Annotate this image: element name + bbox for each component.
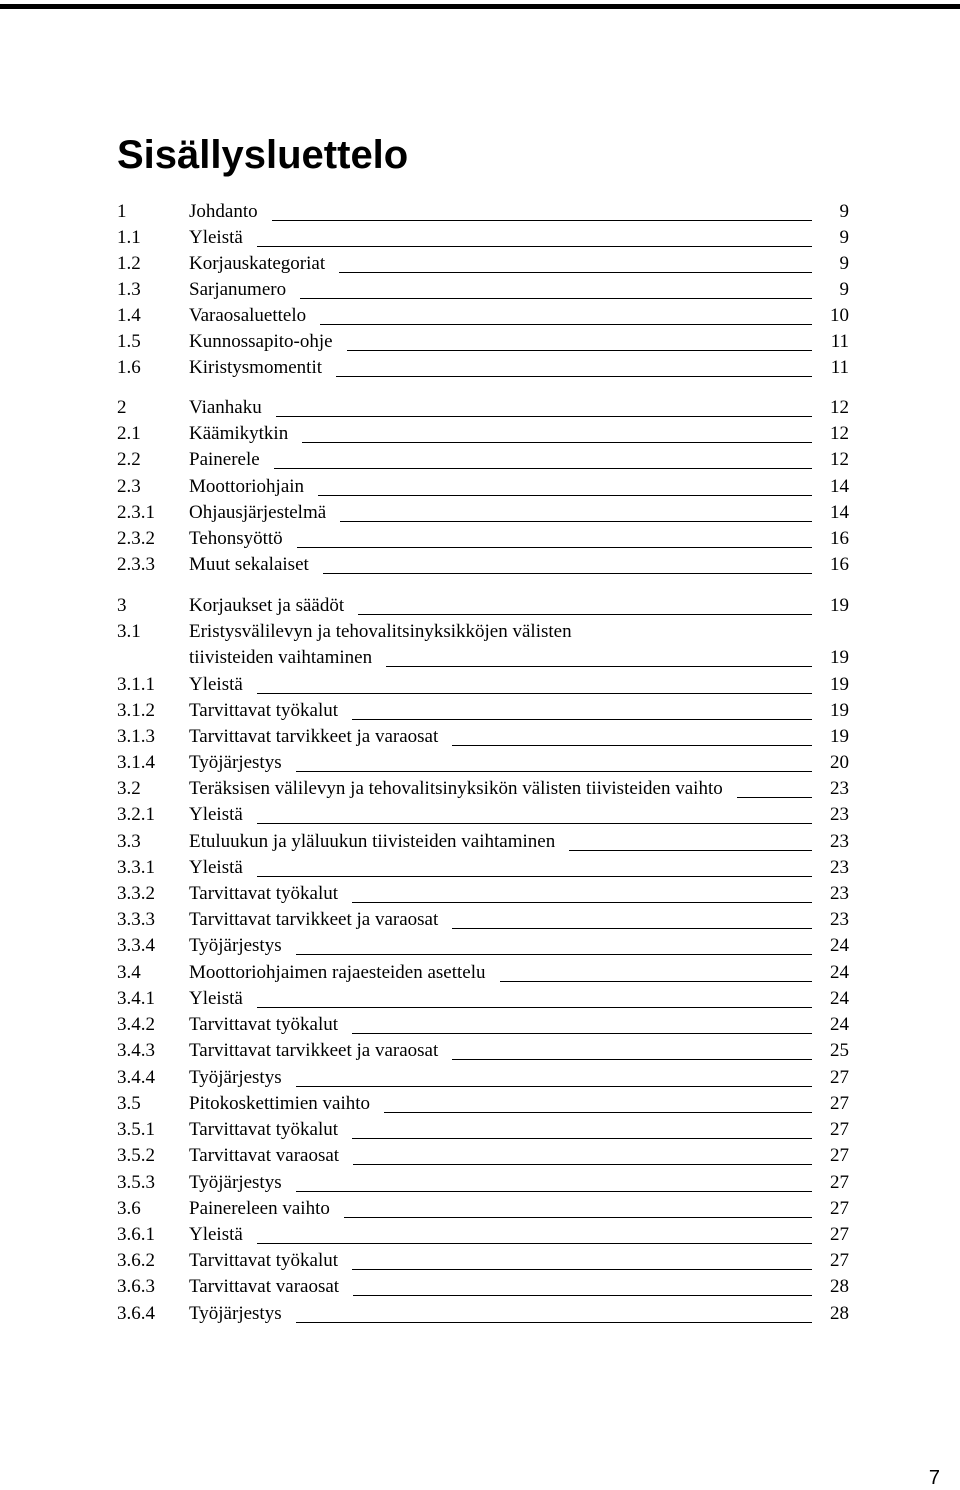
toc-entry-number: 2 (117, 397, 127, 418)
toc-entry-leader-line (384, 1112, 812, 1113)
toc-entry-page: 23 (830, 883, 849, 904)
toc-entry-leader-line (257, 1243, 812, 1244)
toc-entry[interactable] (0, 933, 960, 959)
toc-entry[interactable] (0, 447, 960, 473)
toc-entry[interactable] (0, 1091, 960, 1117)
toc-entry-page: 23 (830, 909, 849, 930)
toc-entry-title: Työjärjestys (189, 1170, 288, 1196)
toc-entry-page: 24 (830, 962, 849, 983)
toc-entry-title: Painereleen vaihto (189, 1196, 336, 1222)
toc-entry[interactable] (0, 881, 960, 907)
toc-entry-page: 19 (830, 674, 849, 695)
toc-entry-number: 3.2.1 (117, 804, 155, 825)
toc-entry[interactable] (0, 251, 960, 277)
toc-entry-number: 3.3 (117, 831, 141, 852)
toc-entry-leader-line (352, 1269, 812, 1270)
toc-entry[interactable] (0, 303, 960, 329)
toc-entry-leader-line (257, 823, 812, 824)
toc-entry-page: 27 (830, 1250, 849, 1271)
toc-entry-number: 3.6.2 (117, 1250, 155, 1271)
toc-entry-leader-line (257, 246, 812, 247)
toc-entry-leader-line (339, 272, 812, 273)
toc-entry-page: 25 (830, 1040, 849, 1061)
toc-entry-title: Muut sekalaiset (189, 552, 315, 578)
toc-entry-page: 23 (830, 857, 849, 878)
toc-entry-number: 3.1.1 (117, 674, 155, 695)
toc-entry-leader-line (344, 1217, 812, 1218)
toc-entry[interactable] (0, 1065, 960, 1091)
toc-entry-page: 19 (830, 726, 849, 747)
toc-entry-title: Moottoriohjaimen rajaesteiden asettelu (189, 960, 492, 986)
toc-entry-leader-line (257, 693, 812, 694)
toc-entry[interactable] (0, 1170, 960, 1196)
toc-entry-leader-line (296, 771, 812, 772)
toc-entry[interactable] (0, 526, 960, 552)
toc-entry[interactable] (0, 619, 960, 645)
toc-entry-leader-line (318, 495, 812, 496)
toc-entry[interactable] (0, 395, 960, 421)
toc-entry-leader-line (296, 1322, 812, 1323)
toc-entry-number: 1.3 (117, 279, 141, 300)
toc-entry-title: Työjärjestys (189, 750, 288, 776)
toc-entry-page: 9 (839, 253, 849, 274)
toc-entry[interactable] (0, 802, 960, 828)
toc-entry-page: 14 (830, 476, 849, 497)
toc-entry-page: 16 (830, 528, 849, 549)
toc-entry-title: Korjaukset ja säädöt (189, 593, 350, 619)
toc-entry-number: 3.1.2 (117, 700, 155, 721)
toc-entry[interactable] (0, 421, 960, 447)
toc-entry-number: 2.3.3 (117, 554, 155, 575)
toc-entry-number: 3.4.3 (117, 1040, 155, 1061)
toc-entry-page: 11 (830, 331, 849, 352)
toc-entry-number: 1.2 (117, 253, 141, 274)
toc-entry-number: 1.1 (117, 227, 141, 248)
toc-entry-title: Eristysvälilevyn ja tehovalitsinyksikköjen välisten (189, 619, 578, 645)
toc-entry-page: 27 (830, 1119, 849, 1140)
toc-entry-leader-line (452, 1059, 812, 1060)
toc-entry-page: 23 (830, 831, 849, 852)
toc-entry-title: Moottoriohjain (189, 474, 310, 500)
toc-entry[interactable] (0, 907, 960, 933)
toc-entry-number: 2.1 (117, 423, 141, 444)
toc-entry-leader-line (296, 1191, 812, 1192)
toc-entry-leader-line (296, 954, 812, 955)
toc-entry[interactable] (0, 1012, 960, 1038)
toc-entry-leader-line (336, 376, 812, 377)
toc-entry-title: Tarvittavat työkalut (189, 1012, 344, 1038)
toc-entry-title: Kunnossapito-ohje (189, 329, 339, 355)
page-title: Sisällysluettelo (117, 133, 409, 177)
toc-entry-page: 9 (839, 227, 849, 248)
toc-entry-title: Työjärjestys (189, 933, 288, 959)
toc-entry[interactable] (0, 1117, 960, 1143)
toc-entry[interactable] (0, 1274, 960, 1300)
toc-entry-leader-line (257, 876, 812, 877)
toc-entry-leader-line (452, 928, 812, 929)
toc-entry-title: Yleistä (189, 855, 249, 881)
toc-entry-leader-line (320, 324, 812, 325)
toc-entry-title: Etuluukun ja yläluukun tiivisteiden vaihtaminen (189, 829, 561, 855)
toc-entry-page: 27 (830, 1067, 849, 1088)
toc-entry-leader-line (737, 797, 812, 798)
toc-entry-number: 3.6 (117, 1198, 141, 1219)
toc-entry-title: Pitokoskettimien vaihto (189, 1091, 376, 1117)
toc-entry-leader-line (500, 981, 812, 982)
toc-entry[interactable] (0, 986, 960, 1012)
toc-entry-page: 24 (830, 1014, 849, 1035)
toc-entry-page: 16 (830, 554, 849, 575)
toc-entry[interactable] (0, 1301, 960, 1327)
toc-entry-page: 27 (830, 1093, 849, 1114)
toc-entry-page: 12 (830, 397, 849, 418)
toc-entry-title: Yleistä (189, 225, 249, 251)
toc-entry-title: Yleistä (189, 1222, 249, 1248)
toc-entry[interactable] (0, 1222, 960, 1248)
toc-entry-leader-line (272, 220, 812, 221)
toc-entry-leader-line (353, 1295, 812, 1296)
toc-entry-page: 19 (830, 700, 849, 721)
toc-entry-leader-line (257, 1007, 812, 1008)
toc-entry-title: Ohjausjärjestelmä (189, 500, 332, 526)
toc-entry[interactable] (0, 1038, 960, 1064)
toc-entry-title: tiivisteiden vaihtaminen (189, 645, 378, 671)
toc-entry-title: Kiristysmomentit (189, 355, 328, 381)
toc-entry-leader-line (300, 298, 812, 299)
toc-entry-number: 3.6.1 (117, 1224, 155, 1245)
toc-entry-page: 11 (830, 357, 849, 378)
toc-entry-title: Tarvittavat varaosat (189, 1143, 345, 1169)
toc-entry-number: 3.3.4 (117, 935, 155, 956)
toc-entry-page: 20 (830, 752, 849, 773)
toc-entry-leader-line (352, 902, 812, 903)
toc-entry-title: Teräksisen välilevyn ja tehovalitsinyksikön välisten tiivisteiden vaihto (189, 776, 729, 802)
toc-entry[interactable] (0, 724, 960, 750)
toc-entry-title: Sarjanumero (189, 277, 292, 303)
toc-entry-leader-line (276, 416, 812, 417)
toc-entry[interactable] (0, 277, 960, 303)
toc-entry-title: Yleistä (189, 802, 249, 828)
toc-entry-number: 3.5.3 (117, 1172, 155, 1193)
toc-entry[interactable] (0, 645, 960, 671)
toc-entry[interactable] (0, 776, 960, 802)
toc-entry[interactable] (0, 698, 960, 724)
toc-entry-page: 23 (830, 804, 849, 825)
toc-entry-page: 28 (830, 1303, 849, 1324)
toc-entry-number: 3.1 (117, 621, 141, 642)
toc-entry-number: 3.5.1 (117, 1119, 155, 1140)
toc-entry-leader-line (452, 745, 812, 746)
toc-entry-leader-line (302, 442, 812, 443)
toc-entry-title: Tehonsyöttö (189, 526, 289, 552)
toc-entry-page: 27 (830, 1172, 849, 1193)
toc-entry-leader-line (296, 1086, 812, 1087)
toc-entry-number: 3.4.4 (117, 1067, 155, 1088)
toc-entry-number: 1.6 (117, 357, 141, 378)
toc-entry[interactable] (0, 960, 960, 986)
toc-entry-leader-line (340, 521, 812, 522)
toc-entry-number: 3.3.1 (117, 857, 155, 878)
toc-entry-page: 12 (830, 423, 849, 444)
toc-entry-title: Tarvittavat työkalut (189, 698, 344, 724)
toc-entry-page: 28 (830, 1276, 849, 1297)
toc-entry-leader-line (323, 573, 812, 574)
toc-entry[interactable] (0, 672, 960, 698)
toc-entry-leader-line (352, 1138, 812, 1139)
toc-entry-page: 24 (830, 988, 849, 1009)
toc-entry-number: 2.2 (117, 449, 141, 470)
toc-entry[interactable] (0, 355, 960, 381)
toc-entry-number: 3.1.4 (117, 752, 155, 773)
toc-entry-number: 3.4 (117, 962, 141, 983)
toc-entry[interactable] (0, 199, 960, 225)
toc-entry[interactable] (0, 750, 960, 776)
toc-entry-title: Yleistä (189, 672, 249, 698)
toc-entry-title: Tarvittavat työkalut (189, 881, 344, 907)
toc-entry[interactable] (0, 1143, 960, 1169)
toc-entry[interactable] (0, 552, 960, 578)
toc-entry-title: Työjärjestys (189, 1301, 288, 1327)
toc-entry[interactable] (0, 1248, 960, 1274)
toc-entry-title: Tarvittavat tarvikkeet ja varaosat (189, 724, 444, 750)
toc-entry[interactable] (0, 593, 960, 619)
toc-entry[interactable] (0, 225, 960, 251)
toc-entry-leader-line (353, 1164, 812, 1165)
toc-entry-number: 1.5 (117, 331, 141, 352)
toc-entry[interactable] (0, 329, 960, 355)
toc-entry-page: 23 (830, 778, 849, 799)
toc-entry-title: Tarvittavat tarvikkeet ja varaosat (189, 907, 444, 933)
toc-entry-number: 3 (117, 595, 127, 616)
toc-entry-number: 3.3.2 (117, 883, 155, 904)
toc-entry-number: 3.5.2 (117, 1145, 155, 1166)
toc-entry-page: 9 (839, 201, 849, 222)
toc-entry[interactable] (0, 829, 960, 855)
toc-entry-page: 10 (830, 305, 849, 326)
toc-entry-number: 3.3.3 (117, 909, 155, 930)
toc-entry-title: Yleistä (189, 986, 249, 1012)
toc-entry[interactable] (0, 1196, 960, 1222)
toc-entry-title: Johdanto (189, 199, 264, 225)
toc-entry-leader-line (297, 547, 812, 548)
toc-entry-number: 3.4.2 (117, 1014, 155, 1035)
toc-entry-page: 12 (830, 449, 849, 470)
toc-entry-number: 2.3 (117, 476, 141, 497)
toc-entry-title: Painerele (189, 447, 266, 473)
toc-entry-title: Varaosaluettelo (189, 303, 312, 329)
toc-entry-number: 2.3.1 (117, 502, 155, 523)
page-number: 7 (928, 1467, 940, 1489)
toc-entry-page: 14 (830, 502, 849, 523)
toc-entry-number: 3.1.3 (117, 726, 155, 747)
toc-entry-leader-line (274, 468, 812, 469)
toc-entry-page: 19 (830, 647, 849, 668)
toc-entry-title: Tarvittavat työkalut (189, 1117, 344, 1143)
toc-entry-number: 3.5 (117, 1093, 141, 1114)
toc-entry-number: 3.4.1 (117, 988, 155, 1009)
toc-entry-title: Tarvittavat varaosat (189, 1274, 345, 1300)
toc-entry-leader-line (352, 1033, 812, 1034)
toc-entry-number: 2.3.2 (117, 528, 155, 549)
toc-entry-leader-line (352, 719, 812, 720)
toc-entry-page: 9 (839, 279, 849, 300)
toc-entry-number: 3.6.4 (117, 1303, 155, 1324)
toc-entry-page: 19 (830, 595, 849, 616)
toc-entry-leader-line (569, 850, 812, 851)
toc-entry-title: Vianhaku (189, 395, 268, 421)
toc-entry-page: 27 (830, 1224, 849, 1245)
toc-entry-page: 24 (830, 935, 849, 956)
toc-entry-title: Tarvittavat tarvikkeet ja varaosat (189, 1038, 444, 1064)
toc-entry-title: Korjauskategoriat (189, 251, 331, 277)
toc-entry-leader-line (386, 666, 812, 667)
toc-entry-number: 1.4 (117, 305, 141, 326)
toc-entry-leader-line (358, 614, 812, 615)
toc-entry-number: 3.6.3 (117, 1276, 155, 1297)
toc-entry-title: Työjärjestys (189, 1065, 288, 1091)
toc-entry[interactable] (0, 500, 960, 526)
toc-entry-leader-line (347, 350, 812, 351)
toc-entry-title: Käämikytkin (189, 421, 294, 447)
toc-entry[interactable] (0, 855, 960, 881)
toc-entry-number: 3.2 (117, 778, 141, 799)
toc-entry-number: 1 (117, 201, 127, 222)
toc-entry-page: 27 (830, 1198, 849, 1219)
toc-entry-page: 27 (830, 1145, 849, 1166)
toc-entry-title: Tarvittavat työkalut (189, 1248, 344, 1274)
toc-entry[interactable] (0, 474, 960, 500)
